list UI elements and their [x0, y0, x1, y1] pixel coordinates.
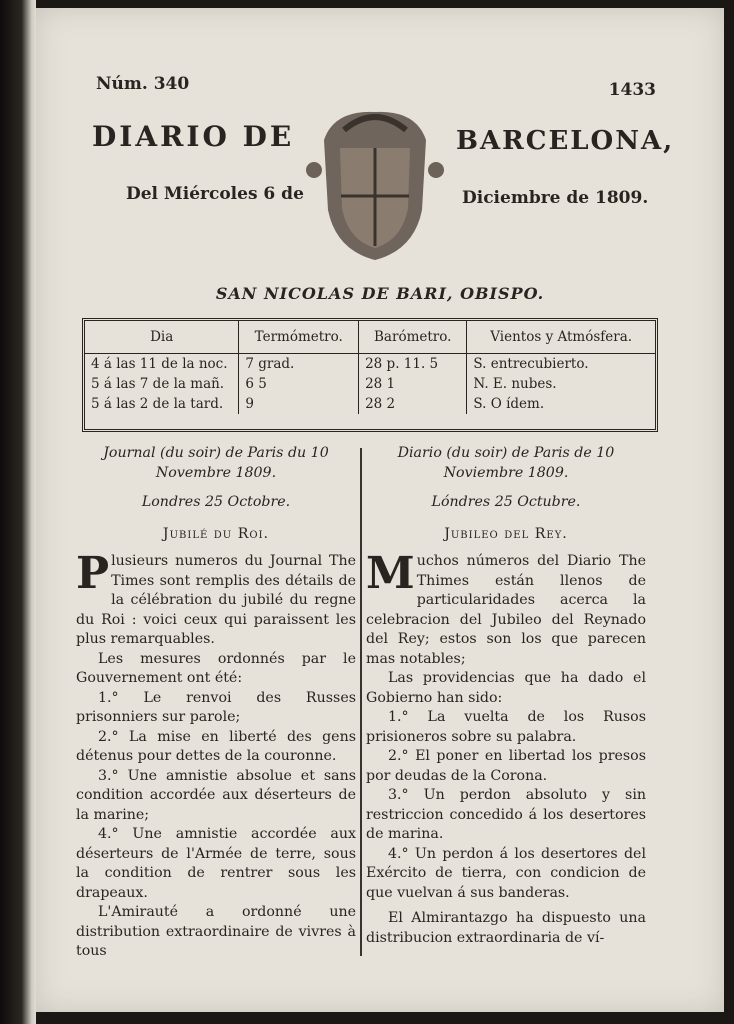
book-spine-shadow	[0, 0, 36, 1024]
french-paragraph: Plusieurs numeros du Journal The Times sont remplis des détails de la célébration du jubilé du regne du Roi : voici ceux qui paraissent les plus remarquables.	[76, 548, 356, 647]
french-column	[76, 444, 356, 962]
weather-cell: 7 grad.	[239, 354, 359, 375]
masthead-title-left: DIARIO DE	[92, 120, 295, 153]
weather-cell: 6 5	[239, 374, 359, 394]
french-paragraph: 1.° Le renvoi des Russes prisonniers sur parole;	[76, 689, 356, 725]
spanish-paragraph: 2.° El poner en libertad los presos por deudas de la Corona.	[366, 748, 646, 784]
weather-col-barometer: Barómetro.	[359, 321, 467, 354]
spanish-paragraph: El Almirantazgo ha dispuesto una distribucion extraordinaria de ví-	[366, 910, 646, 946]
weather-cell: N. E. nubes.	[473, 375, 557, 392]
spanish-heading: Jubileo del Rey.	[444, 525, 568, 542]
french-drop-cap: P	[76, 548, 110, 599]
weather-cell: 28 1	[359, 374, 467, 394]
french-paragraph: 3.° Une amnistie absolue et sans condition accordée aux déserteurs de la marine;	[76, 767, 356, 823]
spanish-column	[366, 444, 646, 948]
weather-cell: 5 á las 7 de la mañ.	[85, 374, 239, 394]
weather-header-row	[85, 321, 655, 354]
spanish-paragraph: Muchos números del Diario The Thimes están llenos de particularidades acerca la celebracion del Jubileo del Reynado del Rey; estos son los que parecen mas notables;	[366, 548, 646, 667]
issue-number: Núm. 340	[96, 74, 190, 94]
column-divider	[360, 448, 362, 956]
coat-of-arms-icon	[304, 100, 446, 266]
spanish-dateline: Diario (du soir) de Paris de 10 Noviembre 1809.	[397, 445, 615, 481]
weather-row	[85, 374, 655, 394]
french-paragraph: Les mesures ordonnés par le Gouvernement ont été:	[76, 650, 356, 686]
masthead-title-right: BARCELONA,	[456, 126, 675, 156]
french-paragraph: 2.° La mise en liberté des gens détenus pour dettes de la couronne.	[76, 728, 356, 764]
spanish-place: Lóndres 25 Octubre.	[431, 494, 581, 510]
weather-table	[82, 318, 658, 432]
weather-cell: S. O ídem.	[473, 395, 545, 412]
french-place: Londres 25 Octobre.	[141, 494, 291, 510]
spanish-paragraph: 4.° Un perdon á los desertores del Exército de tierra, con condicion de que vuelvan á sus banderas.	[366, 845, 646, 901]
date-left: Del Miércoles 6 de	[126, 184, 304, 204]
spanish-paragraph: 1.° La vuelta de los Rusos prisioneros sobre su palabra.	[366, 709, 646, 745]
page-number: 1433	[608, 80, 656, 100]
french-paragraph: L'Amirauté a ordonné une distribution extraordinaire de vivres à tous	[76, 904, 356, 959]
weather-cell: 28 p. 11. 5	[359, 354, 467, 375]
weather-cell: 9	[239, 394, 359, 414]
weather-row	[85, 354, 655, 375]
weather-col-winds: Vientos y Atmósfera.	[467, 321, 655, 354]
weather-cell: 5 á las 2 de la tard.	[85, 394, 239, 414]
french-heading: Jubilé du Roi.	[162, 525, 270, 542]
french-paragraph: 4.° Une amnistie accordée aux déserteurs de l'Armée de terre, sous la condition de rentrer sous les drapeaux.	[76, 826, 356, 901]
spanish-drop-cap: M	[366, 548, 415, 599]
weather-row	[85, 394, 655, 414]
spanish-paragraph: 3.° Un perdon absoluto y sin restriccion concedido á los desertores de marina.	[366, 787, 646, 842]
french-dateline: Journal (du soir) de Paris du 10 Novembre 1809.	[103, 445, 329, 481]
weather-cell: S. entrecubierto.	[473, 355, 589, 372]
newspaper-page	[36, 8, 724, 1012]
weather-cell: 4 á las 11 de la noc.	[85, 354, 239, 375]
spanish-paragraph: Las providencias que ha dado el Gobierno han sido:	[366, 670, 646, 706]
saint-of-day: SAN NICOLAS DE BARI, OBISPO.	[215, 284, 545, 303]
weather-col-thermometer: Termómetro.	[239, 321, 359, 354]
date-right: Diciembre de 1809.	[462, 188, 649, 208]
weather-col-day: Dia	[85, 321, 239, 354]
weather-cell: 28 2	[359, 394, 467, 414]
